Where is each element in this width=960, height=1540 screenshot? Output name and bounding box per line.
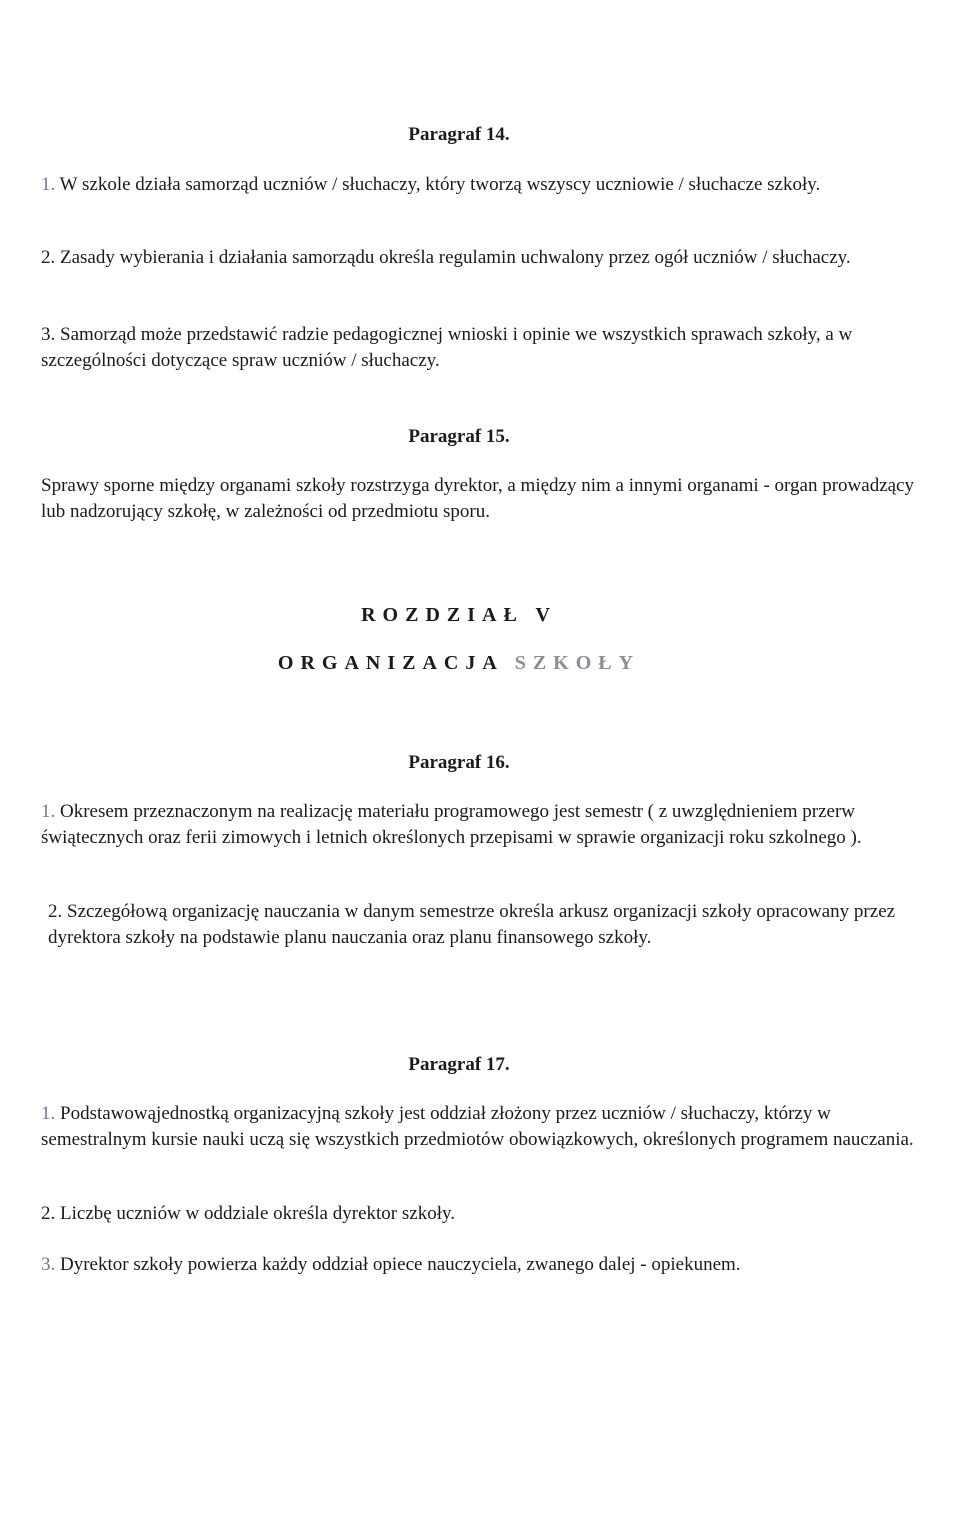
paragraph-15-heading: Paragraf 15. bbox=[408, 426, 510, 447]
paragraph-14-heading: Paragraf 14. bbox=[408, 124, 510, 145]
p15-text: Sprawy sporne między organami szkoły rozstrzyga dyrektor, a między nim a innymi organami - organ prowadzący lub nadzorujący szkołę, w zależności od przedmiotu sporu. bbox=[41, 475, 914, 522]
item-text: W szkole działa samorząd uczniów / słuchaczy, który tworzą wszyscy uczniowie / słuchacze szkoły. bbox=[59, 174, 821, 195]
item-number: 2. bbox=[48, 901, 63, 922]
item-number: 3. bbox=[41, 324, 56, 345]
item-number: 1. bbox=[41, 801, 56, 822]
p14-item-1 bbox=[41, 172, 921, 198]
chapter-title: ROZDZIAŁ V bbox=[361, 604, 557, 626]
p16-item-2 bbox=[48, 899, 908, 951]
item-number: 3. bbox=[41, 1254, 56, 1275]
paragraph-16-heading: Paragraf 16. bbox=[408, 752, 510, 773]
item-text: Dyrektor szkoły powierza każdy oddział opiece nauczyciela, zwanego dalej - opiekunem. bbox=[60, 1254, 741, 1275]
item-number: 1. bbox=[41, 1103, 56, 1124]
p14-item-2 bbox=[41, 245, 921, 271]
p17-item-3 bbox=[41, 1252, 921, 1278]
item-text: Podstawowąjednostką organizacyjną szkoły jest oddział złożony przez uczniów / słuchaczy, którzy w semestralnym kursie nauki uczą się wszystkich przedmiotów obowiązkowych, określonych programem nauczania. bbox=[41, 1103, 914, 1150]
p14-item-3 bbox=[41, 322, 921, 374]
paragraph-17-heading: Paragraf 17. bbox=[408, 1054, 510, 1075]
item-number: 1. bbox=[41, 174, 56, 195]
p17-item-2 bbox=[41, 1201, 921, 1227]
item-text: Zasady wybierania i działania samorządu określa regulamin uchwalony przez ogół uczniów / słuchaczy. bbox=[60, 247, 851, 268]
chapter-subtitle-main: ORGANIZACJA bbox=[277, 652, 503, 674]
item-text: Liczbę uczniów w oddziale określa dyrektor szkoły. bbox=[60, 1203, 455, 1224]
item-text: Szczegółową organizację nauczania w danym semestrze określa arkusz organizacji szkoły opracowany przez dyrektora szkoły na podstawie planu nauczania oraz planu finansowego szkoły. bbox=[48, 901, 896, 948]
item-text: Samorząd może przedstawić radzie pedagogicznej wnioski i opinie we wszystkich sprawach szkoły, a w szczególności dotyczące spraw uczniów / słuchaczy. bbox=[41, 324, 853, 371]
p16-item-1 bbox=[41, 799, 921, 851]
chapter-subtitle-faded: SZKOŁY bbox=[514, 652, 641, 674]
item-number: 2. bbox=[41, 1203, 56, 1224]
p17-item-1 bbox=[41, 1101, 921, 1153]
chapter-subtitle bbox=[0, 650, 918, 676]
item-number: 2. bbox=[41, 247, 56, 268]
item-text: Okresem przeznaczonym na realizację materiału programowego jest semestr ( z uwzględnieniem przerw świątecznych oraz ferii zimowych i letnich określonych przepisami w sprawie organizacji roku szkolnego ). bbox=[41, 801, 862, 848]
